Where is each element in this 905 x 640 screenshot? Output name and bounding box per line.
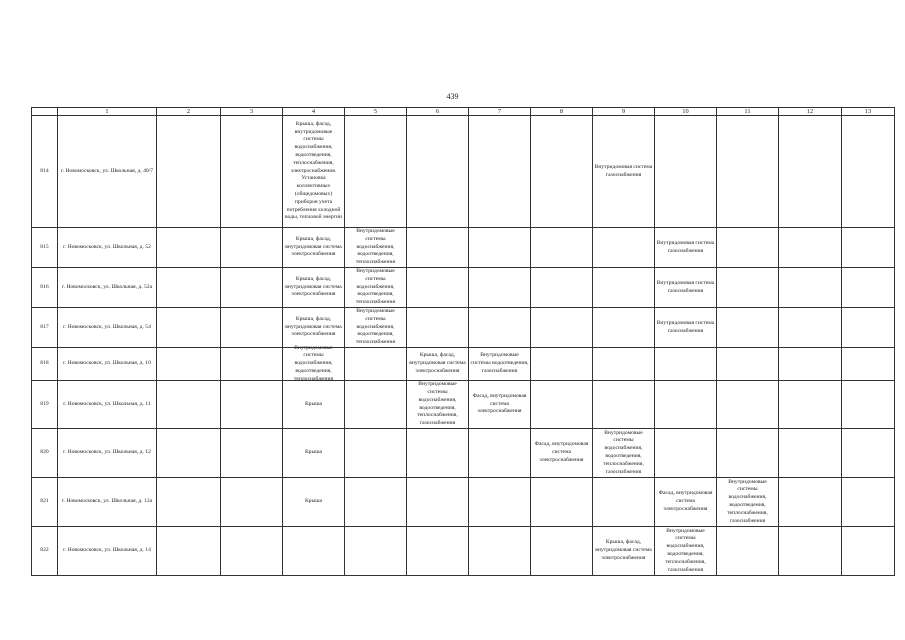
work-cell [842,228,895,268]
work-cell [221,348,283,381]
work-cell [842,381,895,429]
work-cell: Фасад, внутридомовая система электроснабжения [469,381,531,429]
row-number: 814 [32,116,58,228]
column-header: 7 [469,108,531,116]
table-row [32,429,895,478]
work-cell [407,308,469,348]
address-cell: г. Новомосковск, ул. Школьная, д. 12 [58,429,157,478]
work-cell [531,478,593,527]
work-cell [407,228,469,268]
column-header: 5 [345,108,407,116]
work-cell [779,429,842,478]
work-cell [157,381,221,429]
table-row [32,228,895,268]
work-cell [221,228,283,268]
work-cell: Крыша [283,381,345,429]
table-row [32,478,895,527]
work-cell [655,116,717,228]
repair-schedule-table [31,107,895,576]
work-cell [779,478,842,527]
row-number: 822 [32,527,58,576]
column-header: 6 [407,108,469,116]
table-row [32,116,895,228]
work-cell [469,429,531,478]
work-cell [221,268,283,308]
work-cell [717,268,779,308]
work-cell: Крыша, фасад, внутридомовая система электроснабжения [283,308,345,348]
work-cell [779,116,842,228]
work-cell: Внутридомовая система газоснабжения [655,308,717,348]
work-cell [157,268,221,308]
address-cell: г. Новомосковск, ул. Школьная, д. 10 [58,348,157,381]
work-cell [717,308,779,348]
work-cell [779,381,842,429]
column-header: 3 [221,108,283,116]
column-header: 12 [779,108,842,116]
work-cell [157,478,221,527]
work-cell [469,268,531,308]
work-cell [593,268,655,308]
work-cell [469,308,531,348]
work-cell: Фасад, внутридомовая система электроснабжения [655,478,717,527]
work-cell [221,478,283,527]
work-cell [655,429,717,478]
work-cell [221,527,283,576]
row-number: 818 [32,348,58,381]
work-cell: Крыша [283,478,345,527]
work-cell: Внутридомовая система газоснабжения [655,228,717,268]
column-header: 2 [157,108,221,116]
work-cell [157,308,221,348]
work-cell [593,308,655,348]
work-cell: Крыша, фасад, внутридомовые системы водоснабжения, водоотведения, теплоснабжения, электроснабжения. Установка коллективных (общедомовых) приборов учета потребления холодной воды, тепловой энергии [283,116,345,228]
work-cell [717,228,779,268]
work-cell: Внутридомовые системы водоснабжения, водоотведения, теплоснабжения [283,348,345,381]
work-cell [407,429,469,478]
work-cell [717,348,779,381]
work-cell: Внутридомовые системы водоснабжения, водоотведения, теплоснабжения [345,228,407,268]
table-row [32,348,895,381]
header-row [32,108,895,116]
work-cell: Крыша, фасад, внутридомовая система электроснабжения [593,527,655,576]
work-cell [531,308,593,348]
address-cell: г. Новомосковск, ул. Школьная, д. 11 [58,381,157,429]
work-cell [655,381,717,429]
work-cell [345,348,407,381]
work-cell: Крыша, фасад, внутридомовая система электроснабжения [283,228,345,268]
work-cell [593,228,655,268]
work-cell: Внутридомовая система газоснабжения [593,116,655,228]
work-cell [407,527,469,576]
row-number: 817 [32,308,58,348]
work-cell [345,116,407,228]
table-row [32,308,895,348]
work-cell: Внутридомовые системы водоотведения, газоснабжения [469,348,531,381]
work-cell [779,527,842,576]
work-cell [157,429,221,478]
work-cell [779,228,842,268]
work-cell [469,527,531,576]
work-cell: Внутридомовые системы водоснабжения, водоотведения, теплоснабжения, газоснабжения [593,429,655,478]
work-cell [842,308,895,348]
work-cell [593,381,655,429]
work-cell [283,527,345,576]
table-body [32,116,895,576]
work-cell: Фасад, внутридомовая система электроснабжения [531,429,593,478]
work-cell [469,478,531,527]
work-cell [842,429,895,478]
work-cell [593,478,655,527]
row-number: 819 [32,381,58,429]
column-header: 11 [717,108,779,116]
column-header: 4 [283,108,345,116]
page-number: 439 [446,92,459,101]
work-cell: Внутридомовые системы водоснабжения, водоотведения, теплоснабжения, газоснабжения [717,478,779,527]
work-cell: Крыша, фасад, внутридомовая система электроснабжения [283,268,345,308]
work-cell [842,268,895,308]
work-cell [842,348,895,381]
work-cell [531,228,593,268]
work-cell [531,268,593,308]
address-cell: г. Новомосковск, ул. Школьная, д. 54 [58,308,157,348]
work-cell [407,116,469,228]
work-cell: Внутридомовые системы водоснабжения, водоотведения, теплоснабжения, газоснабжения [655,527,717,576]
work-cell [469,116,531,228]
table-row [32,268,895,308]
column-header: 13 [842,108,895,116]
work-cell [407,268,469,308]
work-cell [407,478,469,527]
work-cell: Внутридомовые системы водоснабжения, водоотведения, теплоснабжения [345,308,407,348]
work-cell [842,527,895,576]
work-cell: Внутридомовые системы водоснабжения, водоотведения, теплоснабжения [345,268,407,308]
column-header: 8 [531,108,593,116]
work-cell [779,268,842,308]
work-cell [842,116,895,228]
work-cell [157,527,221,576]
work-cell [157,116,221,228]
work-cell [531,116,593,228]
row-number: 820 [32,429,58,478]
address-cell: г. Новомосковск, ул. Школьная, д. 40/7 [58,116,157,228]
work-cell [531,381,593,429]
work-cell [221,116,283,228]
work-cell [842,478,895,527]
column-header: 9 [593,108,655,116]
work-cell [469,228,531,268]
work-cell [779,348,842,381]
work-cell [345,478,407,527]
work-cell [779,308,842,348]
address-cell: г. Новомосковск, ул. Школьная, д. 14 [58,527,157,576]
work-cell [157,348,221,381]
column-header: 1 [58,108,157,116]
work-cell: Крыша, фасад, внутридомовая система электроснабжения [407,348,469,381]
work-cell [531,527,593,576]
work-cell: Крыша [283,429,345,478]
row-number: 821 [32,478,58,527]
work-cell [221,429,283,478]
work-cell: Внутридомовая система газоснабжения [655,268,717,308]
work-cell [531,348,593,381]
address-cell: г. Новомосковск, ул. Школьная, д. 52 [58,228,157,268]
work-cell: Внутридомовые системы водоснабжения, водоотведения, теплоснабжения, газоснабжения [407,381,469,429]
work-cell [593,348,655,381]
work-cell [717,116,779,228]
work-cell [221,308,283,348]
work-cell [717,527,779,576]
row-number: 815 [32,228,58,268]
work-cell [345,381,407,429]
column-header: 10 [655,108,717,116]
work-cell [717,381,779,429]
work-cell [157,228,221,268]
work-cell [345,527,407,576]
address-cell: г. Новомосковск, ул. Школьная, д. 12а [58,478,157,527]
row-number: 816 [32,268,58,308]
table-row [32,381,895,429]
work-cell [655,348,717,381]
header-blank [32,108,58,116]
table-row [32,527,895,576]
work-cell [717,429,779,478]
work-cell [221,381,283,429]
work-cell [345,429,407,478]
address-cell: г. Новомосковск, ул. Школьная, д. 52а [58,268,157,308]
